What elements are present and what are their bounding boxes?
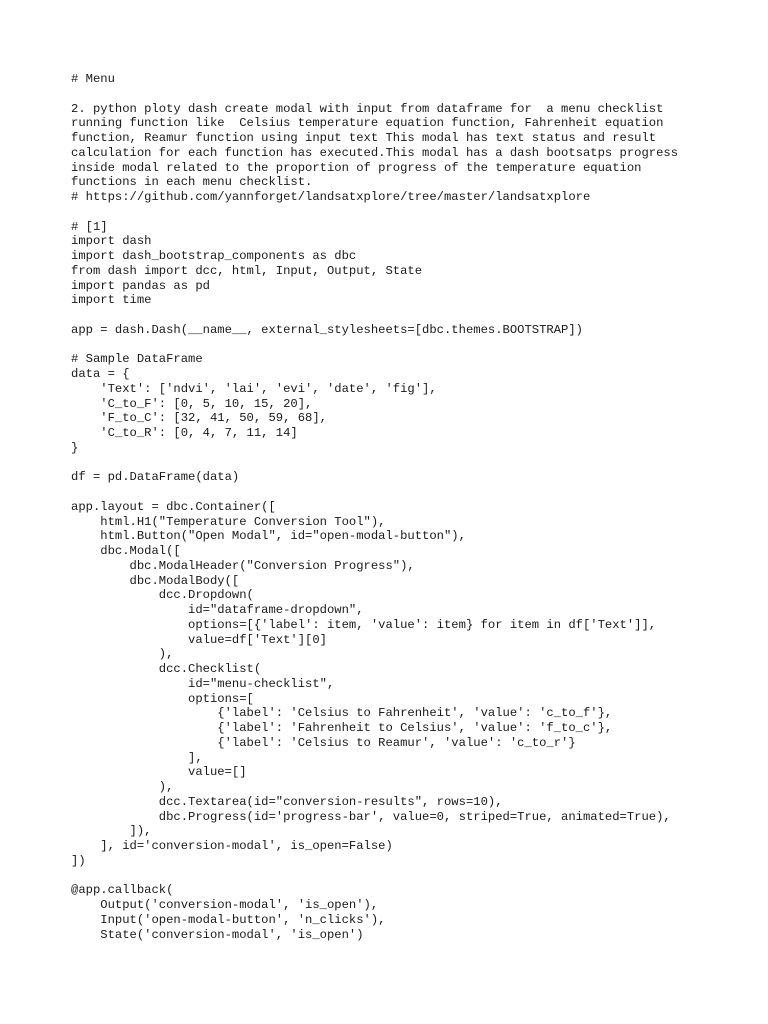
code-line: dcc.Dropdown( [71,588,254,603]
code-line: ), [71,780,174,794]
code-line: value=[] [71,765,247,780]
code-line: dcc.Checklist( [71,662,262,676]
code-line: {'label': 'Fahrenheit to Celsius', 'value': 'f_to_c'}, [71,721,613,735]
code-line: options=[ [71,691,254,706]
code-line [71,485,751,500]
code-line: inside modal related to the proportion of progress of the temperature equation [71,160,642,175]
code-line: 'Text': ['ndvi', 'lai', 'evi', 'date', 'fig'], [71,381,437,396]
code-line: ]) [71,853,86,868]
code-line: import pandas as pd [71,278,210,293]
code-line: dbc.ModalHeader("Conversion Progress"), [71,558,415,573]
code-line [71,869,751,884]
code-line: ], [71,750,203,765]
code-line [71,338,751,353]
code-line: from dash import dcc, html, Input, Output, State [71,263,423,278]
code-line: functions in each menu checklist. [71,175,313,190]
code-line [71,308,751,323]
code-line: ), [71,647,174,662]
code-line: df = pd.DataFrame(data) [71,470,240,485]
code-line [71,87,751,102]
code-line: dbc.Modal([ [71,544,181,558]
code-line: running function like Celsius temperature equation function, Fahrenheit equation [71,116,664,131]
code-line: dbc.Progress(id='progress-bar', value=0, striped=True, animated=True), [71,809,671,824]
code-line: @app.callback( [71,883,174,898]
code-line: {'label': 'Celsius to Reamur', 'value': 'c_to_r'} [71,735,576,750]
code-line: # Menu [71,72,115,86]
code-line: Input('open-modal-button', 'n_clicks'), [71,912,386,927]
code-line: id="dataframe-dropdown", [71,603,364,617]
code-line [71,456,751,471]
code-line: 'C_to_F': [0, 5, 10, 15, 20], [71,396,313,411]
code-line [71,205,751,220]
code-line: html.Button("Open Modal", id="open-modal-button"), [71,529,466,544]
code-line: options=[{'label': item, 'value': item} for item in df['Text']], [71,617,657,632]
code-line: # Sample DataFrame [71,352,203,367]
code-line: ], id='conversion-modal', is_open=False) [71,839,393,853]
code-line: dcc.Textarea(id="conversion-results", rows=10), [71,794,503,809]
code-line: html.H1("Temperature Conversion Tool"), [71,514,386,529]
code-line: Output('conversion-modal', 'is_open'), [71,898,379,912]
code-line: data = { [71,367,130,381]
code-line: 2. python ploty dash create modal with input from dataframe for a menu checklist [71,101,664,116]
code-line: app = dash.Dash(__name__, external_stylesheets=[dbc.themes.BOOTSTRAP]) [71,322,583,337]
code-line: import time [71,293,152,308]
code-line: import dash_bootstrap_components as dbc [71,249,357,263]
code-line: calculation for each function has executed.This modal has a dash bootsatps progress [71,145,679,160]
code-line: app.layout = dbc.Container([ [71,499,276,514]
code-line: id="menu-checklist", [71,676,335,691]
code-listing [71,72,751,942]
code-line: 'F_to_C': [32, 41, 50, 59, 68], [71,411,327,426]
code-line: dbc.ModalBody([ [71,573,240,588]
code-line: 'C_to_R': [0, 4, 7, 11, 14] [71,426,298,440]
code-line: ]), [71,824,152,839]
code-line: value=df['Text'][0] [71,632,327,647]
code-line: State('conversion-modal', 'is_open') [71,927,364,942]
code-line: # [1] [71,219,108,234]
code-line: {'label': 'Celsius to Fahrenheit', 'value': 'c_to_f'}, [71,706,613,721]
code-line: } [71,440,79,455]
code-line: # https://github.com/yannforget/landsatxplore/tree/master/landsatxplore [71,190,591,204]
code-line: function, Reamur function using input text This modal has text status and result [71,131,657,145]
code-line: import dash [71,234,152,249]
